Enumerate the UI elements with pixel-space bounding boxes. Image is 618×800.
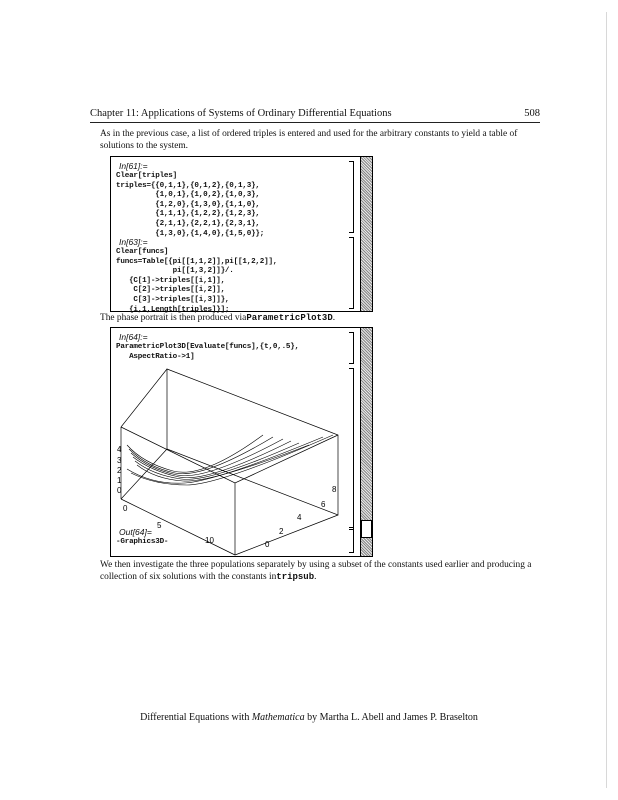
cell-bracket-graphics[interactable] <box>349 368 354 530</box>
closing-text-before: We then investigate the three populations separately by using a subset of the constants used earlier and producing a collection of six solutions with the constants in <box>100 560 532 582</box>
notebook-scrollbar-2[interactable] <box>360 328 372 556</box>
box-back-face <box>167 369 338 515</box>
notebook-scrollbar-1[interactable] <box>360 157 372 311</box>
input-code-63[interactable]: Clear[funcs] funcs=Table[{pi[[1,1,2]],pi[[1,2,2]], pi[[1,3,2]]}/. {C[1]->triples[[i,1]], C[2]->triples[[i,2]], C[3]->triples[[i,3]]}, {i,1,Length[triples]}]; <box>116 248 278 314</box>
notebook-window-1[interactable] <box>110 156 373 312</box>
cell-bracket-63[interactable] <box>349 237 354 309</box>
cell-bracket-64[interactable] <box>349 332 354 364</box>
output-label-64: Out[64]= <box>119 527 152 537</box>
input-label-61: In[61]:= <box>119 161 148 171</box>
cell-bracket-out64[interactable] <box>349 527 354 553</box>
z-tick-label: 0 <box>117 486 122 495</box>
middle-text-before: The phase portrait is then produced via <box>100 313 247 323</box>
solution-curve-5 <box>135 443 299 479</box>
input-code-64[interactable]: ParametricPlot3D[Evaluate[funcs],{t,0,.5}, AspectRatio->1] <box>116 343 299 361</box>
output-value-64: -Graphics3D- <box>116 538 169 546</box>
z-tick-label: 4 <box>117 445 122 454</box>
closing-code: tripsub <box>276 571 315 582</box>
closing-text-after: . <box>314 571 317 582</box>
z-tick-label: 1 <box>117 476 122 485</box>
y-tick-label: 2 <box>279 527 284 536</box>
footer-italic-title: Mathematica <box>251 712 305 723</box>
solution-curves <box>127 435 333 485</box>
input-label-64: In[64]:= <box>119 332 148 342</box>
x-tick-label: 0 <box>123 504 128 513</box>
input-code-61[interactable]: Clear[triples] triples={{0,1,1},{0,1,2},{0,1,3}, {1,0,1},{1,0,2},{1,0,3}, {1,2,0},{1,3,0},{1,1,0}, {1,1,1},{1,2,2},{1,2,3}, {2,1,1},{2,2,1},{2,3,1}, {1,3,0},{1,4,0},{1,5,0}}; <box>116 172 265 238</box>
x-tick-label: 5 <box>157 521 162 530</box>
box-edges <box>121 369 338 555</box>
intro-paragraph: As in the previous case, a list of ordered triples is entered and used for the arbitrary constants to yield a table of solutions to the system. <box>100 129 518 151</box>
closing-paragraph <box>100 560 538 583</box>
chapter-title: Chapter 11: Applications of Systems of Ordinary Differential Equations <box>90 108 392 119</box>
page-number: 508 <box>524 108 540 119</box>
page-edge-line <box>606 12 607 788</box>
middle-paragraph <box>100 313 538 325</box>
scrollbar-thumb[interactable] <box>361 520 372 538</box>
middle-text-after: . <box>332 313 336 323</box>
z-tick-label: 2 <box>117 466 122 475</box>
z-tick-label: 3 <box>117 456 122 465</box>
header-rule <box>90 122 540 123</box>
z-axis-ticks <box>117 445 122 495</box>
footer-text-before: Differential Equations with <box>140 712 252 723</box>
y-tick-label: 8 <box>332 485 337 494</box>
footer-text-after: by Martha L. Abell and James P. Braselton <box>304 712 478 723</box>
y-tick-label: 0 <box>265 540 270 549</box>
solution-curve-1 <box>127 435 263 472</box>
page-footer <box>0 712 618 723</box>
x-tick-label: 10 <box>205 536 214 545</box>
y-tick-label: 4 <box>297 513 302 522</box>
y-tick-label: 6 <box>321 500 326 509</box>
notebook-window-2[interactable] <box>110 327 373 557</box>
input-label-63: In[63]:= <box>119 237 148 247</box>
cell-bracket-61[interactable] <box>349 161 354 233</box>
middle-code: ParametricPlot3D <box>246 313 333 323</box>
